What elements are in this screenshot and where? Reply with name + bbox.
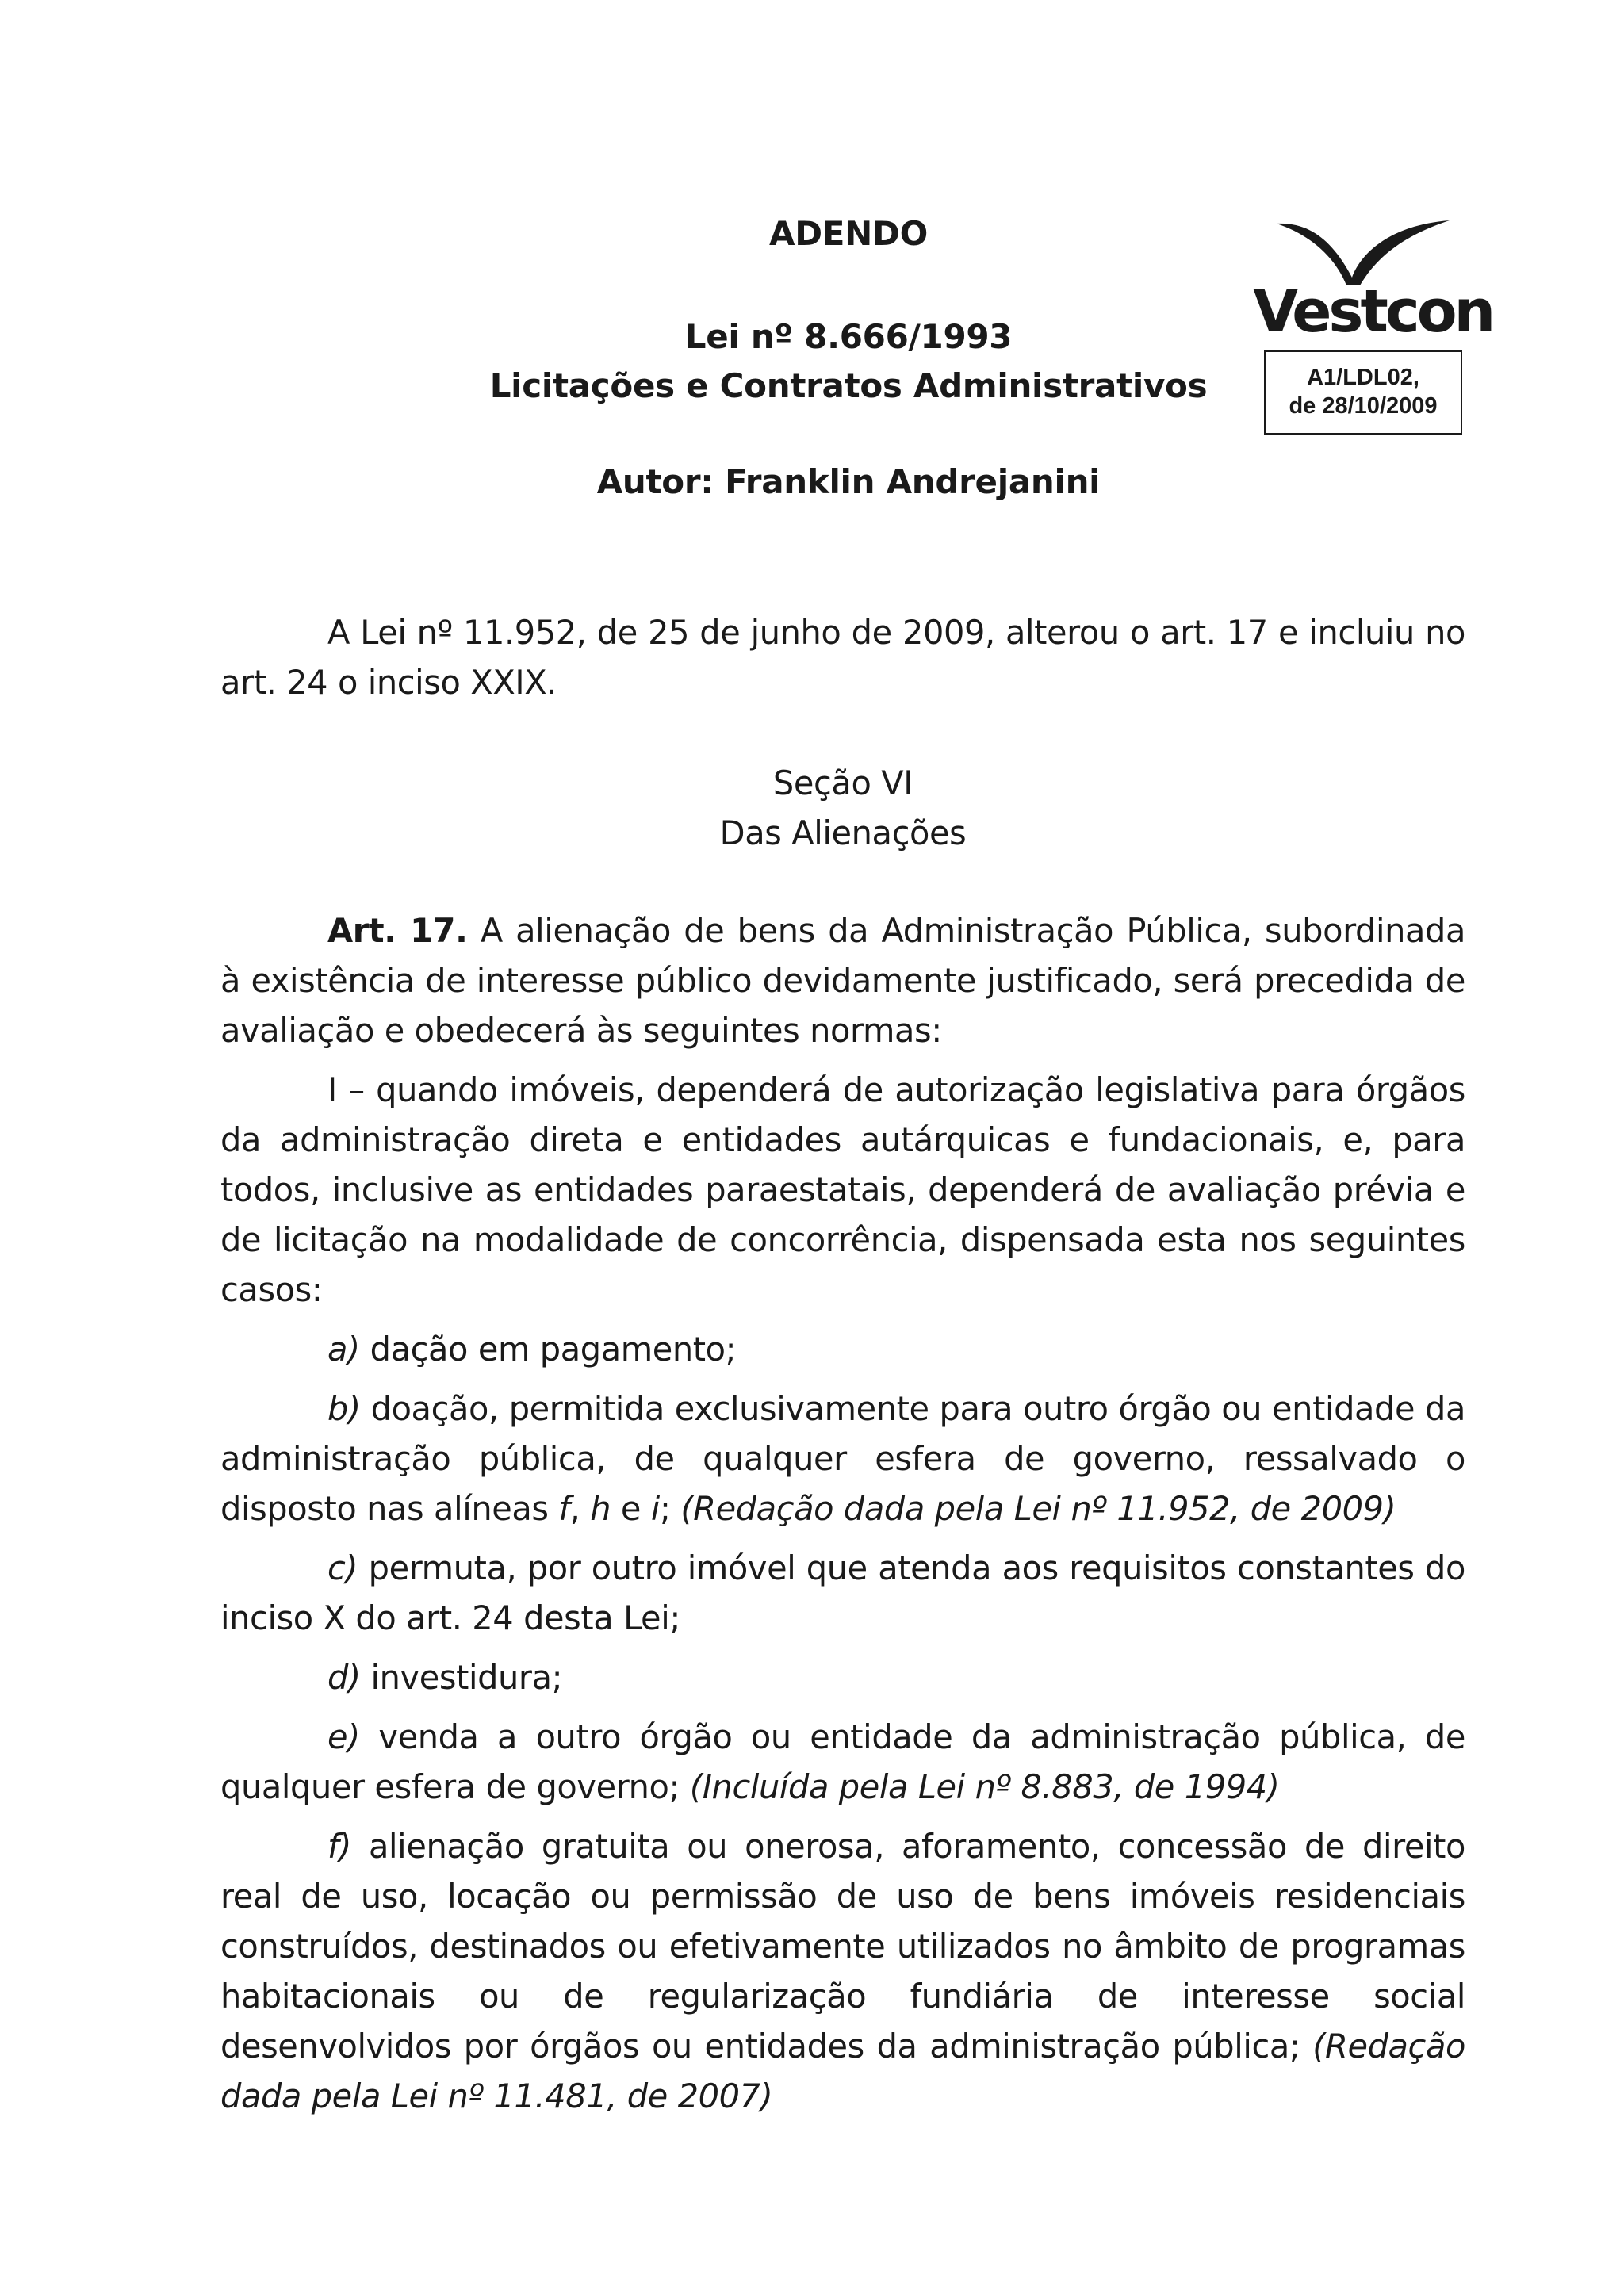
item-c-label: c) [327, 1549, 358, 1587]
item-d-label: d) [327, 1658, 361, 1697]
article-label: Art. 17. [327, 911, 468, 950]
item-b-note: (Redação dada pela Lei nº 11.952, de 2009) [680, 1489, 1396, 1528]
item-e-label: e) [327, 1717, 360, 1756]
item-d [220, 1652, 1465, 1702]
item-e-note: (Incluída pela Lei nº 8.883, de 1994) [689, 1767, 1280, 1806]
item-a [220, 1324, 1465, 1374]
article-block [220, 905, 1465, 2121]
item-b-text: doação, permitida exclusivamente para outro órgão ou entidade da administração pública, de qualquer esfera de governo, ressalvado o disposto nas alíneas [220, 1389, 1465, 1528]
item-c [220, 1543, 1465, 1643]
item-b-ref-h: h [590, 1489, 611, 1528]
brand-name: Vestcon [1253, 278, 1493, 346]
item-f-note: (Redação dada pela Lei nº 11.481, de 2007) [220, 2027, 1465, 2115]
section-title: Seção VI [772, 764, 914, 802]
law-subtitle: Licitações e Contratos Administrativos [489, 366, 1208, 405]
item-b-sep1: , [569, 1489, 591, 1528]
inciso-i: I – quando imóveis, dependerá de autorização legislativa para órgãos da administração direta e entidades autárquicas e fundacionais, e, para todos, inclusive as entidades paraestatais, dependerá de avaliação prévia e de licitação na modalidade de concorrência, dispensada esta nos seguintes casos: [220, 1070, 1465, 1309]
law-number: Lei nº 8.666/1993 [684, 317, 1013, 356]
item-a-text: dação em pagamento; [359, 1330, 737, 1369]
item-d-text: investidura; [360, 1658, 563, 1697]
intro-paragraph-block [220, 607, 1465, 707]
intro-paragraph: A Lei nº 11.952, de 25 de junho de 2009, alterou o art. 17 e incluiu no art. 24 o inciso XXIX. [220, 613, 1465, 702]
heading-adendo: ADENDO [769, 214, 928, 253]
item-c-text: permuta, por outro imóvel que atenda aos requisitos constantes do inciso X do art. 24 desta Lei; [220, 1549, 1465, 1637]
item-b-label: b) [327, 1389, 361, 1428]
document-code-line2: de 28/10/2009 [1289, 393, 1438, 419]
document-code-line1: A1/LDL02, [1307, 365, 1419, 390]
item-b-ref-f: f [558, 1489, 570, 1528]
section-subtitle: Das Alienações [719, 814, 967, 852]
author-line: Autor: Franklin Andrejanini [596, 462, 1101, 501]
item-b [220, 1384, 1465, 1533]
vestcon-logo [1253, 216, 1493, 446]
article-text: A alienação de bens da Administração Pública, subordinada à existência de interesse público devidamente justificado, será precedida de avaliação e obedecerá às seguintes normas: [220, 911, 1465, 1050]
document-code-box [1264, 350, 1462, 435]
item-f [220, 1821, 1465, 2121]
section-heading [220, 758, 1465, 858]
document-header [0, 0, 1624, 539]
item-e-text: venda a outro órgão ou entidade da administração pública, de qualquer esfera de governo; [220, 1717, 1465, 1806]
item-b-sep3: ; [660, 1489, 681, 1528]
vestcon-wings-icon [1277, 216, 1451, 287]
item-a-label: a) [327, 1330, 360, 1369]
item-e [220, 1712, 1465, 1812]
item-b-sep2: e [611, 1489, 651, 1528]
item-f-label: f) [327, 1827, 352, 1866]
item-b-ref-i: i [650, 1489, 660, 1528]
article-17 [220, 905, 1465, 1055]
item-f-text: alienação gratuita ou onerosa, aforamento, concessão de direito real de uso, locação ou permissão de uso de bens imóveis residenciais construídos, destinados ou efetivamente utilizados no âmbito de programas habitacionais ou de regularização fundiária de interesse social desenvolvidos por órgãos ou entidades da administração pública; [220, 1827, 1465, 2065]
